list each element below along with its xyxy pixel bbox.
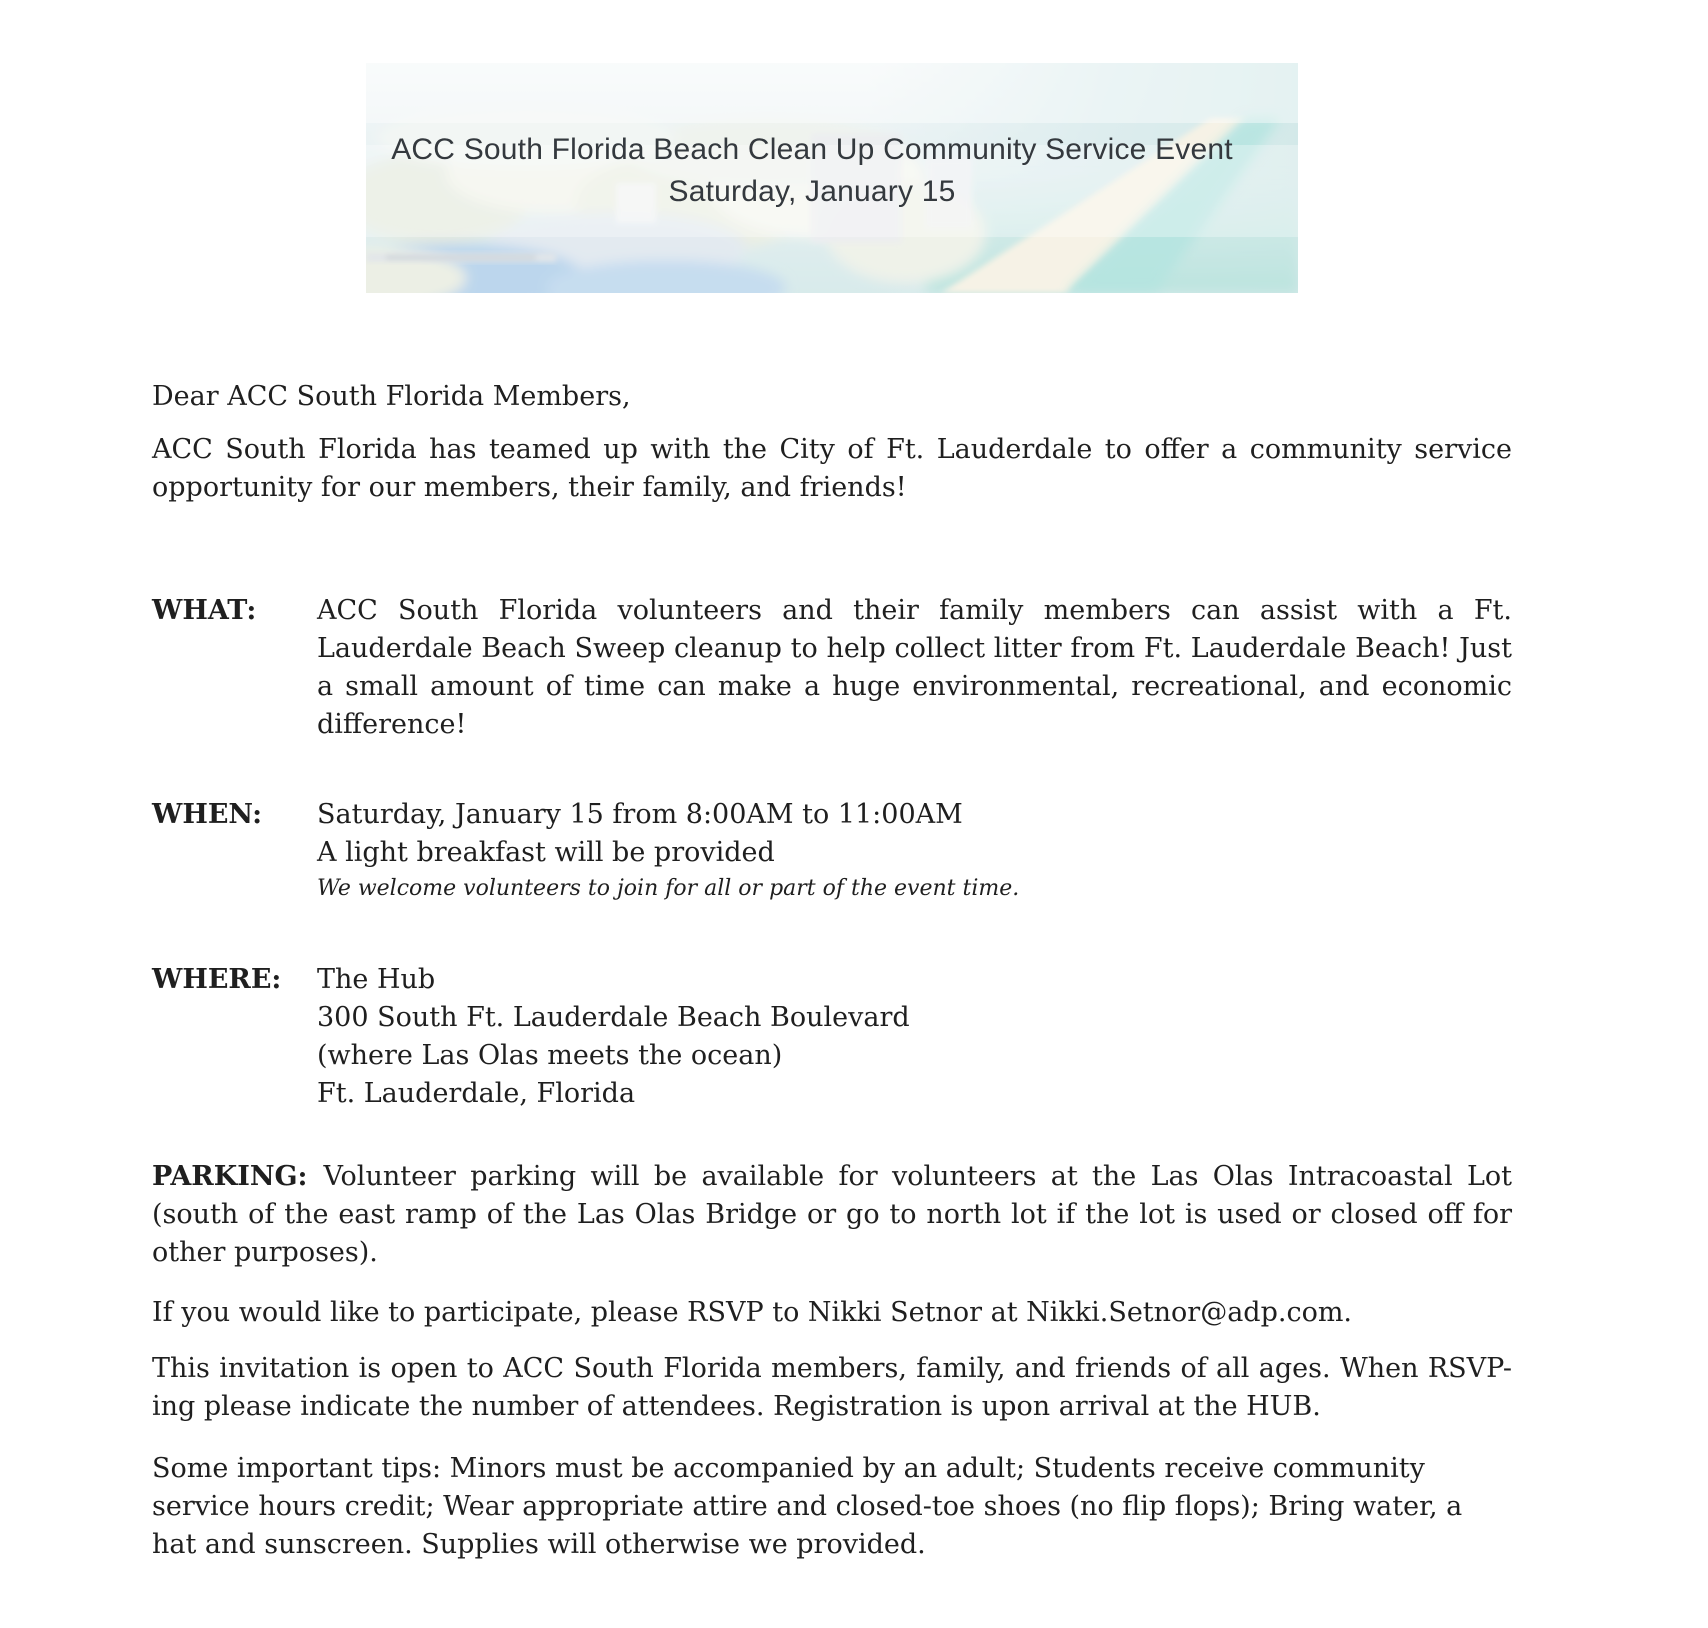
when-section (152, 796, 1512, 906)
invitation-paragraph: This invitation is open to ACC South Florida members, family, and friends of all ages. When RSVP-ing please indicate the number of attendees. Registration is upon arrival at the HUB. (152, 1353, 1512, 1422)
where-section (152, 961, 1512, 1113)
parking-paragraph (152, 1158, 1512, 1272)
event-banner (366, 63, 1298, 293)
intro-paragraph: ACC South Florida has teamed up with the City of Ft. Lauderdale to offer a community service opportunity for our members, their family, and friends! (152, 434, 1512, 503)
when-note: We welcome volunteers to join for all or part of the event time. (317, 876, 1020, 901)
when-label: WHEN: (152, 799, 263, 830)
where-line-landmark: (where Las Olas meets the ocean) (317, 1040, 783, 1071)
what-label: WHAT: (152, 595, 257, 626)
banner-title: ACC South Florida Beach Clean Up Community Service Event (391, 133, 1233, 166)
where-label: WHERE: (152, 964, 282, 995)
banner-text-block (366, 129, 1258, 213)
where-line-street: 300 South Ft. Lauderdale Beach Boulevard (317, 1002, 910, 1033)
rsvp-paragraph: If you would like to participate, please RSVP to Nikki Setnor at Nikki.Setnor@adp.com. (152, 1297, 1353, 1328)
what-section (152, 592, 1512, 744)
greeting: Dear ACC South Florida Members, (152, 381, 631, 412)
when-line-datetime: Saturday, January 15 from 8:00AM to 11:00AM (317, 799, 963, 830)
tips-paragraph: Some important tips: Minors must be accompanied by an adult; Students receive community service hours credit; Wear appropriate attire and closed-toe shoes (no flip flops); Bring water, a hat and sunscreen. Supplies will otherwise we provided. (152, 1453, 1463, 1560)
parking-text: Volunteer parking will be available for volunteers at the Las Olas Intracoastal Lot (south of the east ramp of the Las Olas Bridge or go to north lot if the lot is used or closed off for other purposes). (152, 1161, 1512, 1268)
parking-label: PARKING: (152, 1161, 308, 1192)
when-line-breakfast: A light breakfast will be provided (317, 837, 775, 868)
where-line-city: Ft. Lauderdale, Florida (317, 1078, 636, 1109)
banner-date: Saturday, January 15 (668, 175, 956, 208)
what-text: ACC South Florida volunteers and their family members can assist with a Ft. Lauderdale Beach Sweep cleanup to help collect litter from Ft. Lauderdale Beach! Just a small amount of time can make a huge environmental, recreational, and economic difference! (317, 595, 1512, 740)
letter-body (152, 293, 1512, 1564)
where-line-venue: The Hub (317, 964, 436, 995)
